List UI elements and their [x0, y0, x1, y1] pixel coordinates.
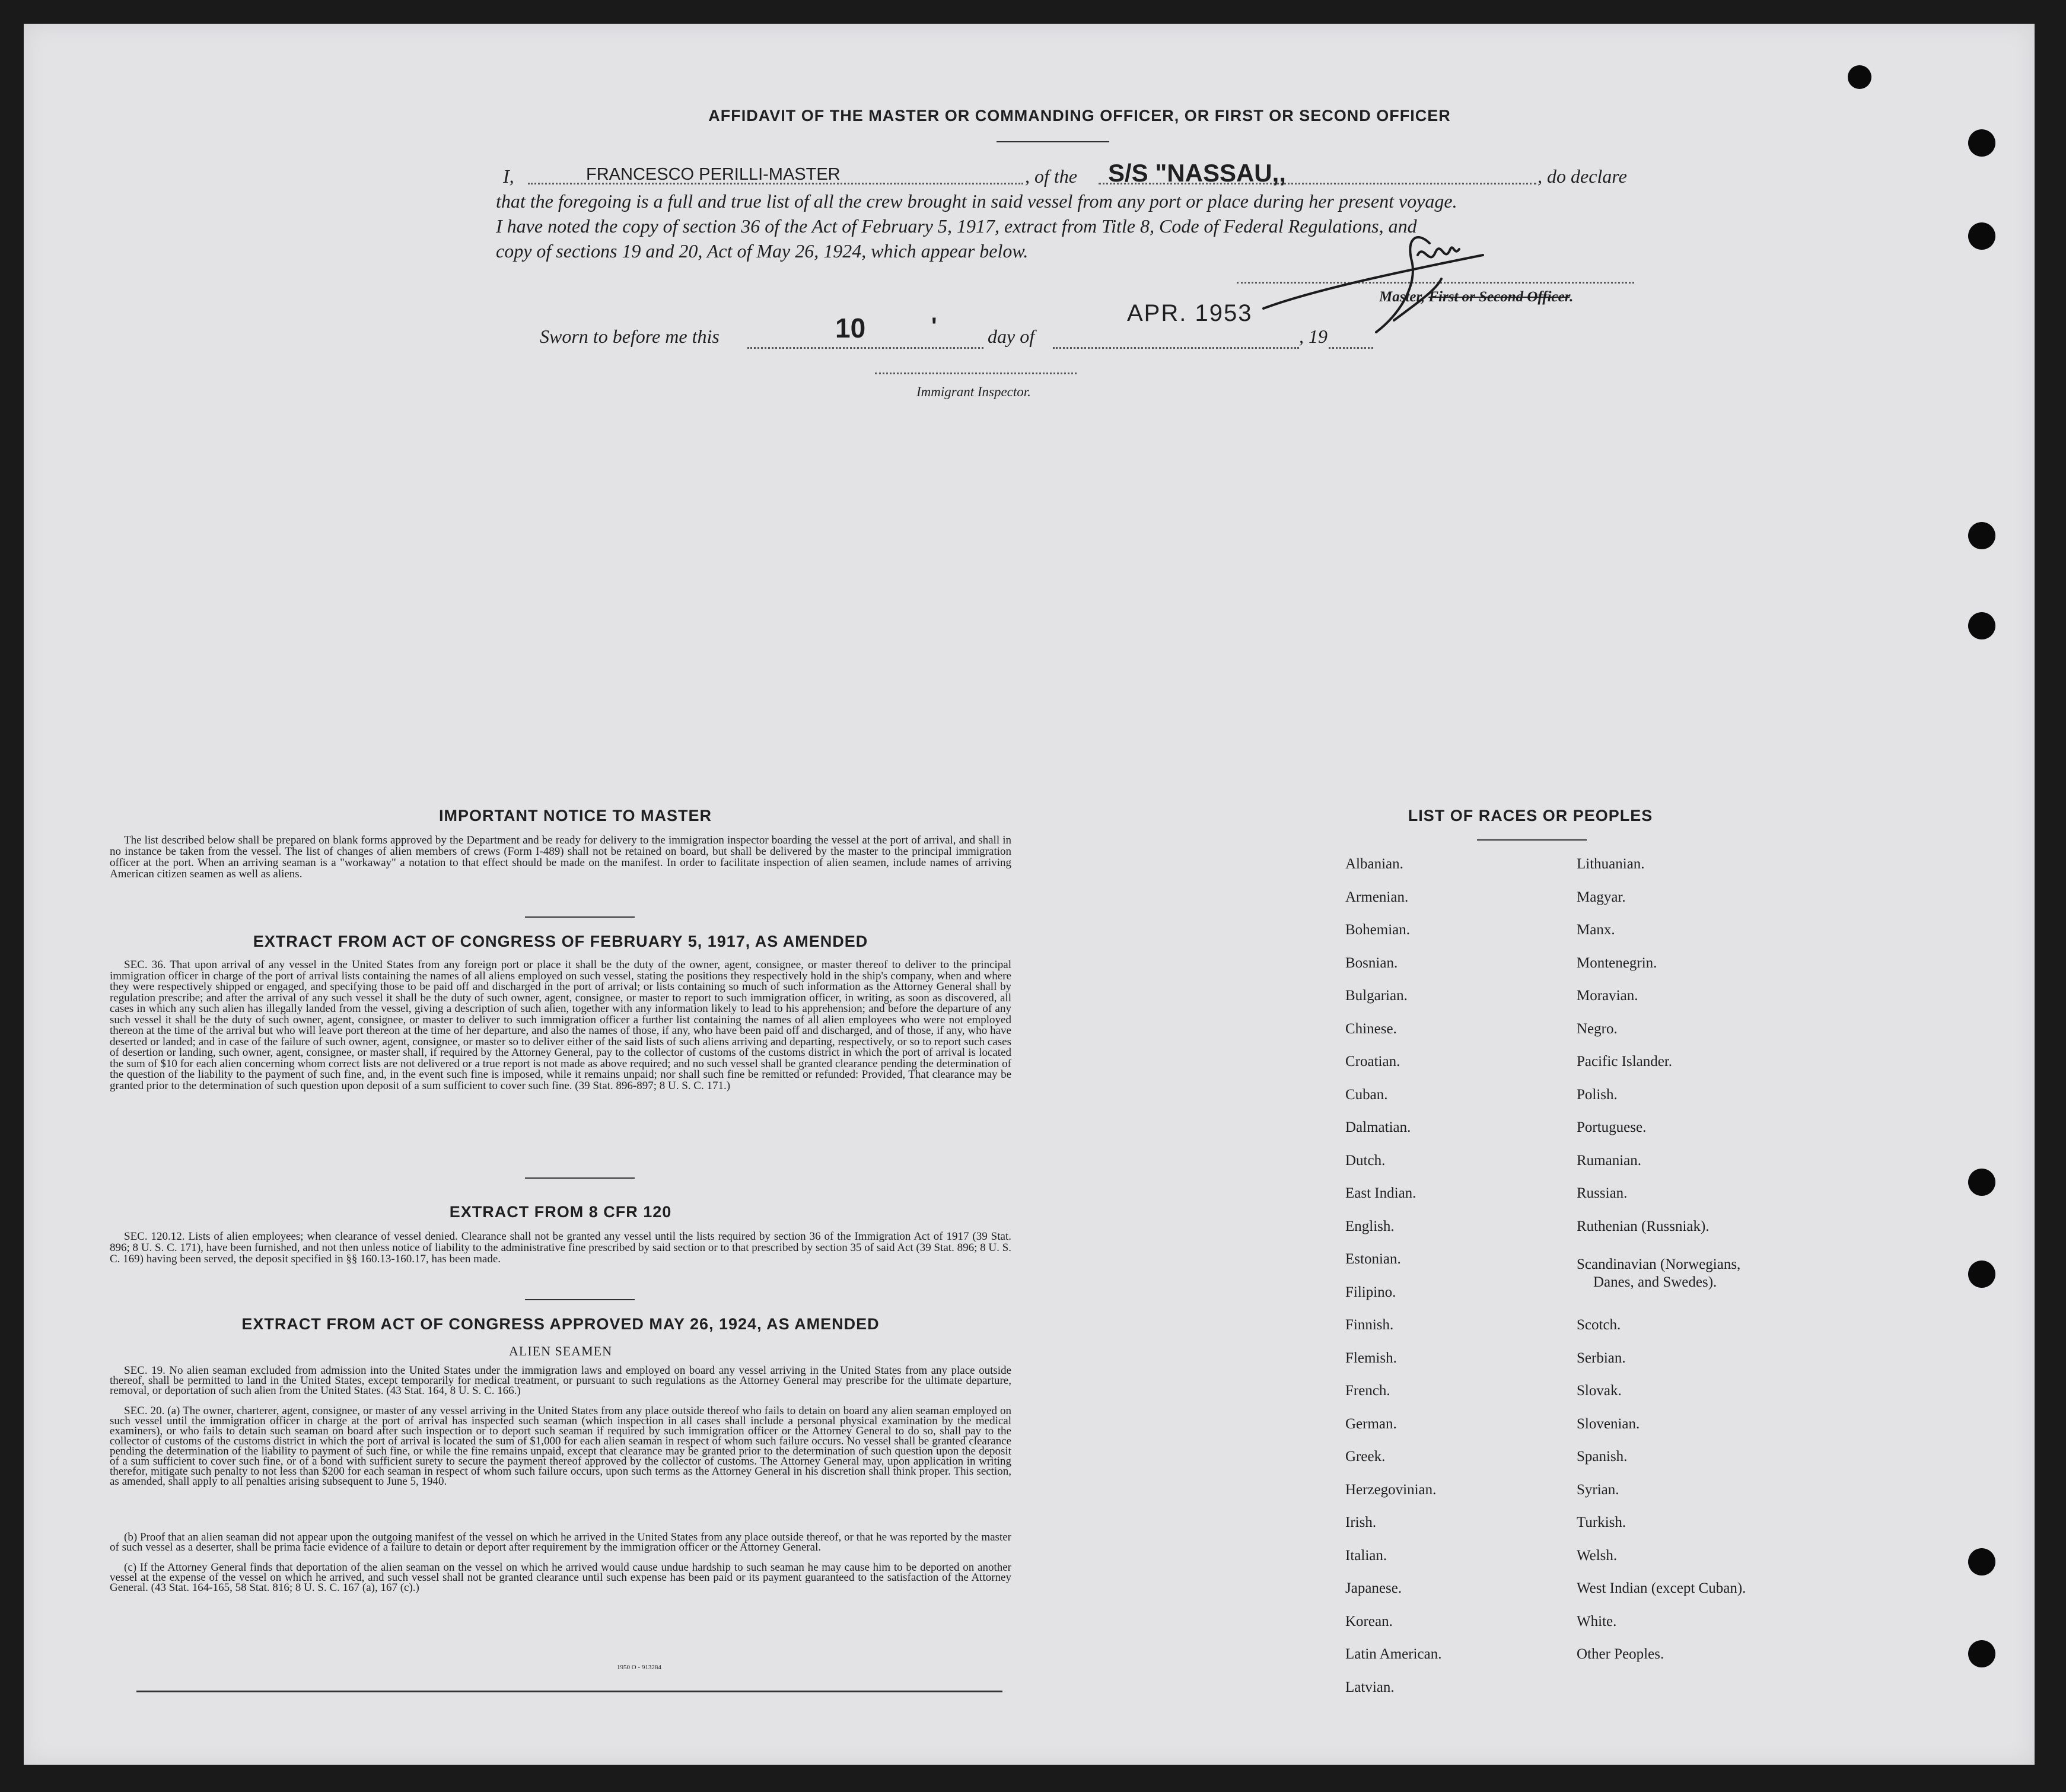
- notice-divider: [525, 916, 635, 918]
- punch-hole-1: [1848, 65, 1871, 89]
- list-item: Slovak.: [1577, 1383, 1622, 1399]
- stamp-date: APR. 1953: [1127, 300, 1253, 326]
- extract-1924-sec20b: (b) Proof that an alien seaman did not appear upon the outgoing manifest of the vessel on which he arrived in the United States from any place outside thereof, or that he was reported by the master of such vessel as a deserter, shall be prima facie evidence of a failure to detain or deport after requirement by the immigration officer or the Attorney General.: [110, 1531, 1011, 1554]
- day-of-label: day of: [988, 326, 1035, 347]
- notice-title: IMPORTANT NOTICE TO MASTER: [439, 807, 712, 825]
- list-item: Albanian.: [1345, 856, 1403, 872]
- races-divider: [1477, 839, 1587, 841]
- sworn-day-line: [747, 347, 983, 349]
- list-item: Welsh.: [1577, 1547, 1618, 1564]
- extract-cfr-title: EXTRACT FROM 8 CFR 120: [449, 1203, 672, 1221]
- master-name: FRANCESCO PERILLI-MASTER: [586, 165, 841, 184]
- list-item: Scotch.: [1577, 1317, 1621, 1333]
- list-item: Croatian.: [1345, 1053, 1400, 1070]
- punch-hole-8: [1968, 1548, 1995, 1575]
- extract-1924-title: EXTRACT FROM ACT OF CONGRESS APPROVED MAY 26, 1924, AS AMENDED: [241, 1315, 880, 1333]
- list-item: Ruthenian (Russniak).: [1577, 1218, 1710, 1234]
- inspector-line: [875, 373, 1077, 374]
- of-the-label: , of the: [1025, 165, 1077, 187]
- list-item: English.: [1345, 1218, 1395, 1234]
- role-master: Master,: [1379, 289, 1425, 305]
- list-item: Syrian.: [1577, 1481, 1619, 1498]
- extract-1917-text: SEC. 36. That upon arrival of any vessel in the United States from any foreign port or place it shall be the duty of the owner, agent, consignee, or master thereof to deliver to the principal immigration officer in charge of the port of arrival lists containing the names of all aliens employed on such vessel, stating the positions they respectively hold in the ship's company, when and where they were respectively shipped or engaged, and specifying those to be paid off and discharged in the port of arrival; or lists containing so much of such information as the Attorney General shall by regulation prescribe; and after the arrival of any such vessel it shall be the duty of such owner, agent, consignee, or master to report to such immigration officer, in writing, as soon as discovered, all cases in which any such alien has illegally landed from the vessel, giving a description of such alien, together with any information likely to lead to his apprehension; and before the departure of any such vessel it shall be the duty of such owner, agent, consignee, or master to deliver to such immigration officer a further list containing the names of all alien employees who were not employed thereon at the time of the arrival but who will leave port thereon at the time of her departure, and also the names of those, if any, who have been paid off and discharged, and of those, if any, who have deserted or landed; and in case of the failure of such owner, agent, consignee, or master so to deliver either of the said lists of such aliens arriving and departing, respectively, or so to report such cases of desertion or landing, such owner, agent, consignee, or master shall, if required by the Attorney General, pay to the collector of customs of the customs district in which the port of arrival is located the sum of $10 for each alien concerning whom correct lists are not delivered or a true report is not made as above required; and no such vessel shall be granted clearance pending the determination of the question of the liability to the payment of such fine, and, in the event such fine is imposed, while it remains unpaid; nor shall such fine be remitted or refunded: Provided, That clearance may be granted prior to the determination of such question upon deposit of a sum sufficient to cover such fine. (39 Stat. 896-897; 8 U. S. C. 171.): [110, 959, 1011, 1092]
- extract-1917-divider: [525, 1177, 635, 1179]
- extract-1924-sec20c: (c) If the Attorney General finds that deportation of the alien seaman on the vessel on which he arrived would cause undue hardship to such seaman he may cause him to be deported on another vessel at the expense of the vessel on which he arrived, and such vessel shall not be granted clearance until such expense has been paid or its payment guaranteed to the satisfaction of the Attorney General. (43 Stat. 164-165, 58 Stat. 816; 8 U. S. C. 167 (a), 167 (c).): [110, 1561, 1011, 1594]
- do-declare-label: , do declare: [1537, 165, 1627, 187]
- affidavit-title: AFFIDAVIT OF THE MASTER OR COMMANDING OFFICER, OR FIRST OR SECOND OFFICER: [708, 107, 1451, 125]
- master-signature: [1240, 219, 1489, 338]
- list-item: Finnish.: [1345, 1317, 1394, 1333]
- list-item: Armenian.: [1345, 889, 1409, 905]
- tick-mark: ': [931, 313, 937, 339]
- list-item: Flemish.: [1345, 1349, 1397, 1366]
- list-item: French.: [1345, 1383, 1390, 1399]
- punch-hole-4: [1968, 522, 1995, 549]
- list-item: Irish.: [1345, 1514, 1377, 1530]
- list-item: Latvian.: [1345, 1679, 1395, 1695]
- extract-cfr-divider: [525, 1299, 635, 1300]
- list-item: Manx.: [1577, 922, 1615, 938]
- year-line: [1329, 347, 1373, 349]
- bottom-rule: [136, 1691, 1002, 1692]
- list-item: Bohemian.: [1345, 922, 1411, 938]
- punch-hole-9: [1968, 1640, 1995, 1667]
- list-item: Dutch.: [1345, 1152, 1386, 1169]
- sworn-day: 10: [835, 313, 866, 343]
- list-item: West Indian (except Cuban).: [1577, 1580, 1746, 1596]
- list-item: Pacific Islander.: [1577, 1053, 1673, 1070]
- extract-1924-subtitle: ALIEN SEAMEN: [509, 1344, 612, 1358]
- list-item: Estonian.: [1345, 1251, 1401, 1267]
- list-item: Herzegovinian.: [1345, 1481, 1437, 1498]
- inspector-label: Immigrant Inspector.: [916, 384, 1031, 399]
- list-item: [1577, 1251, 1746, 1317]
- sworn-label: Sworn to before me this: [540, 326, 720, 347]
- list-item: Magyar.: [1577, 889, 1626, 905]
- document-page: [24, 24, 2035, 1765]
- list-item: Montenegrin.: [1577, 954, 1657, 971]
- list-item: Dalmatian.: [1345, 1119, 1411, 1135]
- list-item: Bosnian.: [1345, 954, 1398, 971]
- declaration-line-2: that the foregoing is a full and true list of all the crew brought in said vessel from any port or place during her present voyage.: [496, 190, 1457, 212]
- list-item: Greek.: [1345, 1449, 1386, 1465]
- year-label: , 19: [1299, 326, 1328, 347]
- title-divider: [997, 141, 1109, 142]
- list-item: Negro.: [1577, 1020, 1618, 1037]
- list-item: Korean.: [1345, 1613, 1393, 1629]
- punch-hole-5: [1968, 612, 1995, 639]
- list-item: Spanish.: [1577, 1449, 1628, 1465]
- list-item: Bulgarian.: [1345, 988, 1408, 1004]
- races-right-column: [1577, 856, 1746, 1679]
- races-title: LIST OF RACES OR PEOPLES: [1408, 807, 1653, 825]
- list-item: Slovenian.: [1577, 1415, 1640, 1432]
- list-item: Cuban.: [1345, 1086, 1388, 1103]
- list-item: Polish.: [1577, 1086, 1618, 1103]
- declaration-line-3: I have noted the copy of section 36 of the Act of February 5, 1917, extract from Title 8, Code of Federal Regulations, and: [496, 215, 1417, 237]
- print-code: 1950 O - 913284: [617, 1664, 661, 1671]
- list-item: Other Peoples.: [1577, 1646, 1664, 1662]
- month-line: [1053, 347, 1299, 349]
- extract-1924-sec19: SEC. 19. No alien seaman excluded from admission into the United States under the immigration laws and employed on board any vessel arriving in the United States from any place outside thereof, shall be permitted to land in the United States, except temporarily for medical treatment, or pursuant to such regulations as the Attorney General may prescribe for the ultimate departure, removal, or deportation of such alien from the United States. (43 Stat. 164, 8 U. S. C. 166.): [110, 1364, 1011, 1397]
- list-item: Chinese.: [1345, 1020, 1397, 1037]
- extract-cfr-text: SEC. 120.12. Lists of alien employees; when clearance of vessel denied. Clearance shall not be granted any vessel until the lists required by section 36 of the Immigration Act of 1917 (39 Stat. 896; 8 U. S. C. 171), have been furnished, and not then unless notice of liability to the administrative fine prescribed by said section or to that prescribed by section 35 of said Act (39 Stat. 896; 8 U. S. C. 169) having been served, the deposit specified in §§ 160.13-160.17, has been made.: [110, 1230, 1011, 1265]
- list-item: Moravian.: [1577, 988, 1638, 1004]
- list-item-line: Danes, and Swedes).: [1593, 1274, 1717, 1290]
- list-item: East Indian.: [1345, 1185, 1416, 1201]
- extract-1917-title: EXTRACT FROM ACT OF CONGRESS OF FEBRUARY 5, 1917, AS AMENDED: [253, 932, 868, 950]
- list-item: Portuguese.: [1577, 1119, 1647, 1135]
- punch-hole-2: [1968, 129, 1995, 157]
- list-item: Serbian.: [1577, 1349, 1626, 1366]
- i-label: I,: [503, 165, 514, 187]
- list-item: Rumanian.: [1577, 1152, 1642, 1169]
- list-item: Latin American.: [1345, 1646, 1442, 1662]
- list-item: White.: [1577, 1613, 1617, 1629]
- list-item: German.: [1345, 1415, 1397, 1432]
- role-end: .: [1570, 289, 1574, 305]
- list-item: Lithuanian.: [1577, 856, 1645, 872]
- role-struck: First or Second Officer: [1428, 289, 1570, 305]
- extract-1924-sec20a: SEC. 20. (a) The owner, charterer, agent, consignee, or master of any vessel arriving in the United States from any place outside thereof who fails to detain on board any alien seaman employed on such vessel until the immigration officer in charge at the port of arrival has inspected such seaman (which inspection in all cases shall include a personal physical examination by the medical examiners), or who fails to detain such seaman on board after such inspection or to deport such seaman if required by such immigration officer or the Attorney General to do so, shall pay to the collector of customs of the customs district in which the port of arrival is located the sum of $1,000 for each alien seaman in respect of whom such failure occurs. No vessel shall be granted clearance pending the determination of the liability to payment of such fine, or while the fine remains unpaid, except that clearance may be granted prior to the determination of such question upon the deposit of a sum sufficient to cover such fine, or of a bond with sufficient surety to secure the payment thereof approved by the collector of customs. The Attorney General may, upon application in writing therefor, mitigate such penalty to not less than $200 for each seaman in respect of whom such failure occurs, upon such terms as the Attorney General in his discretion shall think proper. This section, as amended, shall apply to all penalties arising subsequent to June 5, 1940.: [110, 1405, 1011, 1488]
- vessel-name: S/S "NASSAU,,: [1108, 159, 1286, 187]
- declaration-line-4: copy of sections 19 and 20, Act of May 26, 1924, which appear below.: [496, 240, 1029, 262]
- list-item: Russian.: [1577, 1185, 1628, 1201]
- punch-hole-7: [1968, 1261, 1995, 1288]
- list-item: Italian.: [1345, 1547, 1387, 1564]
- list-item: Japanese.: [1345, 1580, 1402, 1596]
- races-left-column: [1345, 856, 1441, 1712]
- punch-hole-3: [1968, 222, 1995, 250]
- punch-hole-6: [1968, 1169, 1995, 1196]
- list-item: Filipino.: [1345, 1284, 1396, 1300]
- notice-text: The list described below shall be prepared on blank forms approved by the Department and be ready for delivery to the immigration inspector boarding the vessel at the port of arrival, and shall in no instance be taken from the vessel. The list of changes of alien members of crews (Form I-489) shall not be retained on board, but shall be delivered by the master to the principal immigration officer at the port. When an arriving seaman is a "workaway" a notation to that effect should be made on the manifest. In order to facilitate inspection of alien seamen, include names of arriving American citizen seamen as well as aliens.: [110, 834, 1011, 880]
- list-item: Turkish.: [1577, 1514, 1626, 1530]
- signature-role: [1379, 285, 1573, 310]
- list-item-line: Scandinavian (Norwegians,: [1577, 1256, 1741, 1272]
